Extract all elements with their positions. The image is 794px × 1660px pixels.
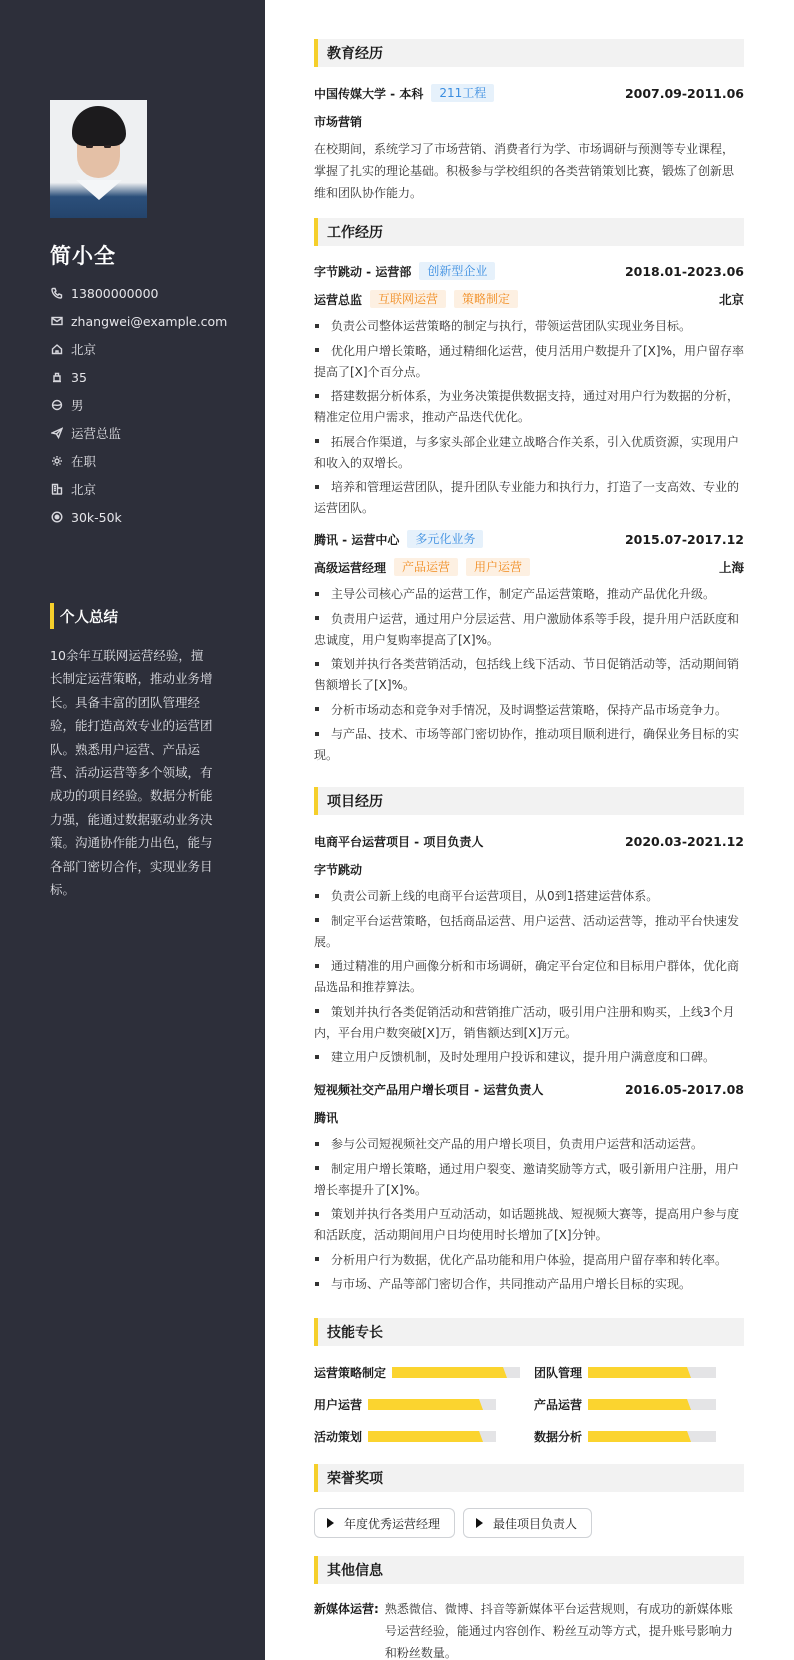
project-name: 电商平台运营项目 - 项目负责人 bbox=[314, 834, 484, 849]
salary-icon bbox=[50, 511, 63, 524]
company-tag: 多元化业务 bbox=[407, 530, 483, 548]
list-item: 与市场、产品等部门密切合作，共同推动产品用户增长目标的实现。 bbox=[314, 1274, 744, 1295]
accent-bar bbox=[314, 39, 318, 67]
sidebar bbox=[0, 0, 265, 1660]
list-item: 负责公司整体运营策略的制定与执行，带领运营团队实现业务目标。 bbox=[314, 316, 744, 337]
accent-bar bbox=[314, 1464, 318, 1492]
project-company: 腾讯 bbox=[314, 1110, 339, 1125]
status-value: 在职 bbox=[71, 454, 97, 469]
job-company: 腾讯 - 运营中心 bbox=[314, 532, 400, 547]
education-period: 2007.09-2011.06 bbox=[624, 85, 744, 101]
email-value: zhangwei@example.com bbox=[71, 313, 228, 329]
accent-bar bbox=[314, 218, 318, 246]
summary-text: 10余年互联网运营经验，擅长制定运营策略，推动业务增长。具备丰富的团队管理经验，能打造高效专业的运营团队。熟悉用户运营、产品运营、活动运营等多个领域，有成功的项目经验。数据分析能力强，能通过数据驱动业务决策。沟通协作能力出色，能与各部门密切合作，实现业务目标。 bbox=[50, 648, 213, 898]
job-role: 运营总监 bbox=[314, 292, 363, 307]
education-heading: 教育经历 bbox=[314, 39, 744, 67]
skill-item: 数据分析 bbox=[534, 1428, 716, 1445]
project-2-bullets bbox=[314, 1134, 744, 1299]
list-item: 建立用户反馈机制，及时处理用户投诉和建议，提升用户满意度和口碑。 bbox=[314, 1047, 744, 1068]
other-label: 新媒体运营: bbox=[314, 1602, 379, 1616]
skill-item: 活动策划 bbox=[314, 1428, 496, 1445]
job-2-header bbox=[314, 530, 744, 548]
skill-bar bbox=[588, 1367, 716, 1378]
school-tag: 211工程 bbox=[431, 84, 494, 102]
accent-bar bbox=[314, 1556, 318, 1584]
skill-item: 用户运营 bbox=[314, 1396, 496, 1413]
project-period: 2016.05-2017.08 bbox=[624, 1081, 744, 1097]
list-item: 主导公司核心产品的运营工作，制定产品运营策略，推动产品优化升级。 bbox=[314, 584, 744, 605]
list-item: 制定平台运营策略，包括商品运营、用户运营、活动运营等，推动平台快速发展。 bbox=[314, 913, 740, 949]
summary-heading: 个人总结 bbox=[50, 603, 118, 629]
work-heading: 工作经历 bbox=[314, 218, 744, 246]
list-item: 分析用户行为数据，优化产品功能和用户体验，提高用户留存率和转化率。 bbox=[314, 1250, 744, 1271]
project-name: 短视频社交产品用户增长项目 - 运营负责人 bbox=[314, 1082, 544, 1097]
project-1-company-row bbox=[314, 860, 744, 878]
info-address bbox=[50, 335, 260, 363]
skill-bar bbox=[588, 1399, 716, 1410]
list-item: 培养和管理运营团队，提升团队专业能力和执行力，打造了一支高效、专业的运营团队。 bbox=[314, 480, 740, 515]
job-location: 北京 bbox=[718, 292, 744, 307]
gender-icon bbox=[50, 399, 63, 412]
info-email bbox=[50, 307, 260, 335]
skill-item: 运营策略制定 bbox=[314, 1364, 520, 1381]
school-name: 中国传媒大学 - 本科 bbox=[314, 86, 424, 101]
contact-info-list bbox=[50, 279, 260, 531]
role-tag: 用户运营 bbox=[466, 558, 530, 576]
project-period: 2020.03-2021.12 bbox=[624, 833, 744, 849]
profile-name: 简小全 bbox=[50, 244, 116, 268]
job-1-bullets bbox=[314, 316, 744, 523]
list-item: 负责用户运营，通过用户分层运营、用户激励体系等手段，提升用户活跃度和忠诚度，用户复购率提高了[X]%。 bbox=[314, 611, 740, 647]
project-1-header bbox=[314, 832, 744, 850]
mail-icon bbox=[50, 315, 63, 328]
job-period: 2015.07-2017.12 bbox=[624, 531, 744, 547]
list-item: 策划并执行各类促销活动和营销推广活动，吸引用户注册和购买，上线3个月内，平台用户数突破[X]万，销售额达到[X]万元。 bbox=[314, 1004, 735, 1040]
info-gender bbox=[50, 391, 260, 419]
target-city-value: 北京 bbox=[71, 482, 97, 497]
list-item: 通过精准的用户画像分析和市场调研，确定平台定位和目标用户群体，优化商品选品和推荐算法。 bbox=[314, 959, 740, 994]
award-badge: 年度优秀运营经理 bbox=[314, 1508, 455, 1538]
age-icon bbox=[50, 371, 63, 384]
accent-bar bbox=[314, 787, 318, 815]
list-item: 分析市场动态和竞争对手情况，及时调整运营策略，保持产品市场竞争力。 bbox=[314, 700, 744, 721]
awards-heading: 荣誉奖项 bbox=[314, 1464, 744, 1492]
project-2-company-row bbox=[314, 1108, 744, 1126]
skill-bar bbox=[368, 1431, 496, 1442]
info-target-city bbox=[50, 475, 260, 503]
role-tag: 产品运营 bbox=[394, 558, 458, 576]
send-icon bbox=[50, 427, 63, 440]
phone-icon bbox=[50, 287, 63, 300]
info-age bbox=[50, 363, 260, 391]
list-item: 拓展合作渠道，与多家头部企业建立战略合作关系，引入优质资源，实现用户和收入的双增长。 bbox=[314, 434, 740, 470]
job-role: 高级运营经理 bbox=[314, 560, 387, 575]
skill-item: 产品运营 bbox=[534, 1396, 716, 1413]
role-tag: 策略制定 bbox=[454, 290, 518, 308]
list-item: 参与公司短视频社交产品的用户增长项目，负责用户运营和活动运营。 bbox=[314, 1134, 744, 1155]
position-value: 运营总监 bbox=[71, 426, 122, 441]
skill-bar bbox=[588, 1431, 716, 1442]
info-salary bbox=[50, 503, 260, 531]
company-tag: 创新型企业 bbox=[419, 262, 495, 280]
skill-item: 团队管理 bbox=[534, 1364, 716, 1381]
major: 市场营销 bbox=[314, 114, 363, 129]
other-heading: 其他信息 bbox=[314, 1556, 744, 1584]
job-1-header bbox=[314, 262, 744, 280]
accent-bar bbox=[314, 1318, 318, 1346]
info-position bbox=[50, 419, 260, 447]
info-status bbox=[50, 447, 260, 475]
job-company: 字节跳动 - 运营部 bbox=[314, 264, 412, 279]
play-triangle-icon bbox=[327, 1518, 334, 1528]
job-2-role-row bbox=[314, 558, 744, 576]
status-icon bbox=[50, 455, 63, 468]
award-badge: 最佳项目负责人 bbox=[463, 1508, 592, 1538]
job-location: 上海 bbox=[718, 560, 744, 575]
gender-value: 男 bbox=[71, 398, 84, 413]
awards-list bbox=[314, 1508, 600, 1538]
building-icon bbox=[50, 483, 63, 496]
age-value: 35 bbox=[71, 369, 87, 385]
list-item: 搭建数据分析体系，为业务决策提供数据支持，通过对用户行为数据的分析，精准定位用户需求，推动产品迭代优化。 bbox=[314, 389, 740, 424]
list-item: 优化用户增长策略，通过精细化运营，使月活用户数提升了[X]%，用户留存率提高了[X]个百分点。 bbox=[314, 343, 744, 379]
salary-value: 30k-50k bbox=[71, 509, 122, 525]
job-period: 2018.01-2023.06 bbox=[624, 263, 744, 279]
list-item: 负责公司新上线的电商平台运营项目，从0到1搭建运营体系。 bbox=[314, 886, 744, 907]
job-1-role-row bbox=[314, 290, 744, 308]
role-tag: 互联网运营 bbox=[370, 290, 446, 308]
project-company: 字节跳动 bbox=[314, 862, 363, 877]
address-value: 北京 bbox=[71, 342, 97, 357]
skill-bar bbox=[368, 1399, 496, 1410]
skill-bar bbox=[392, 1367, 520, 1378]
list-item: 策划并执行各类用户互动活动，如话题挑战、短视频大赛等，提高用户参与度和活跃度，活动期间用户日均使用时长增加了[X]分钟。 bbox=[314, 1207, 740, 1242]
project-2-header bbox=[314, 1080, 744, 1098]
profile-photo bbox=[50, 100, 147, 218]
skills-heading: 技能专长 bbox=[314, 1318, 744, 1346]
project-1-bullets bbox=[314, 886, 744, 1072]
home-icon bbox=[50, 343, 63, 356]
other-value: 熟悉微信、微博、抖音等新媒体平台运营规则，有成功的新媒体账号运营经验，能通过内容创作、粉丝互动等方式，提升账号影响力和粉丝数量。 bbox=[384, 1602, 733, 1660]
projects-heading: 项目经历 bbox=[314, 787, 744, 815]
job-2-bullets bbox=[314, 584, 744, 770]
accent-bar bbox=[50, 603, 54, 629]
list-item: 与产品、技术、市场等部门密切协作，推动项目顺利进行，确保业务目标的实现。 bbox=[314, 727, 740, 762]
phone-value: 13800000000 bbox=[71, 285, 159, 301]
play-triangle-icon bbox=[476, 1518, 483, 1528]
list-item: 策划并执行各类营销活动，包括线上线下活动、节日促销活动等，活动期间销售额增长了[X]%。 bbox=[314, 657, 740, 692]
other-item bbox=[314, 1598, 744, 1660]
education-row bbox=[314, 84, 744, 102]
list-item: 制定用户增长策略，通过用户裂变、邀请奖励等方式，吸引新用户注册，用户增长率提升了[X]%。 bbox=[314, 1161, 740, 1197]
education-description: 在校期间，系统学习了市场营销、消费者行为学、市场调研与预测等专业课程，掌握了扎实的理论基础。积极参与学校组织的各类营销策划比赛，锻炼了创新思维和团队协作能力。 bbox=[314, 142, 735, 200]
major-row bbox=[314, 112, 744, 130]
info-phone bbox=[50, 279, 260, 307]
